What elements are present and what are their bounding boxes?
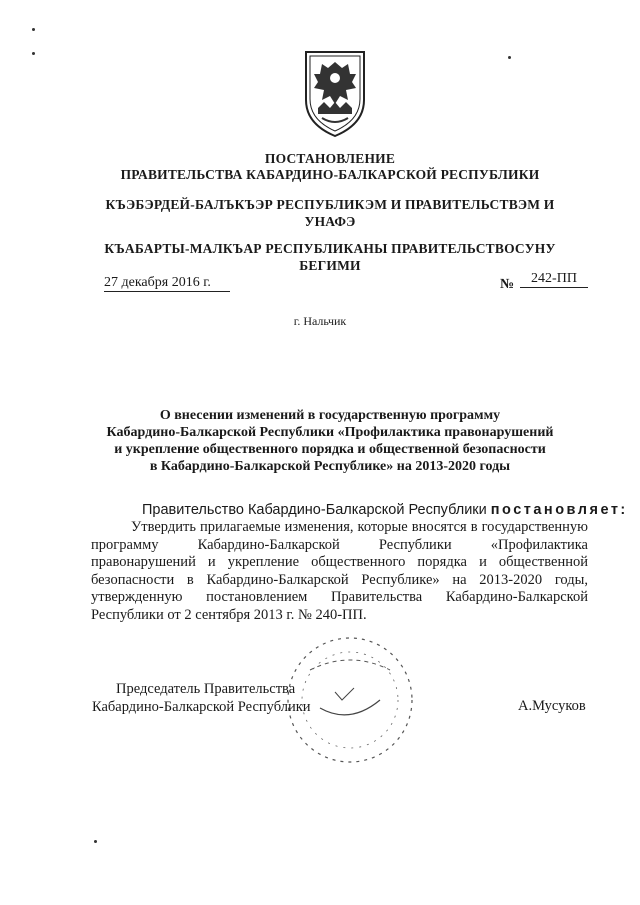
city: г. Нальчик: [293, 314, 347, 328]
document-subject: [80, 407, 580, 475]
subject-line: и укрепление общественного порядка и общественной безопасности: [114, 442, 546, 457]
decree-statement: [142, 501, 628, 519]
signatory-title-line1: Председатель Правительства: [116, 681, 296, 697]
scan-speck: [32, 52, 35, 55]
government-name-kabardian-2: УНАФЭ: [304, 214, 356, 229]
government-name-kabardian-1: КЪЭБЭРДЕЙ-БАЛЪКЪЭР РЕСПУБЛИКЭМ И ПРАВИТЕЛЬСТВЭМ И: [105, 197, 555, 212]
subject-line: О внесении изменений в государственную программу: [159, 408, 501, 423]
signatory-title-line2: Кабардино-Балкарской Республики: [92, 699, 311, 715]
government-name-balkar-1: КЪАБАРТЫ-МАЛКЪАР РЕСПУБЛИКАНЫ ПРАВИТЕЛЬСТВОСУНУ: [104, 241, 556, 256]
scan-speck: [508, 56, 511, 59]
scan-speck: [32, 28, 35, 31]
coat-of-arms-icon: [300, 48, 370, 138]
number-sign: №: [500, 277, 515, 292]
document-date: 27 декабря 2016 г.: [104, 274, 230, 292]
decree-body: Утвердить прилагаемые изменения, которые вносятся в государственную программу Кабардино-Балкарской Республики «Профилактика правонарушений и укрепление общественного порядка и общественной безопасности в Кабардино-Балкарской Республике» на 2013-2020 годы, утвержденную постановлением Правительства Кабардино-Балкарской Республики от 2 сентября 2013 г. № 240-ПП.: [91, 519, 588, 623]
government-name-ru: ПРАВИТЕЛЬСТВА КАБАРДИНО-БАЛКАРСКОЙ РЕСПУБЛИКИ: [120, 167, 540, 182]
signatory-title: [92, 680, 311, 716]
subject-line: в Кабардино-Балкарской Республике» на 2013-2020 годы: [149, 459, 511, 474]
decree-verb: постановляет:: [490, 502, 628, 518]
decree-lead: Правительство Кабардино-Балкарской Республики: [142, 502, 487, 518]
signatory-name: А.Мусуков: [518, 698, 586, 714]
subject-line: Кабардино-Балкарской Республики «Профилактика правонарушений: [106, 425, 554, 440]
government-name-balkar-2: БЕГИМИ: [299, 258, 361, 273]
document-title: ПОСТАНОВЛЕНИЕ: [264, 151, 396, 166]
scan-speck: [94, 840, 97, 843]
document-number: 242-ПП: [520, 270, 588, 288]
